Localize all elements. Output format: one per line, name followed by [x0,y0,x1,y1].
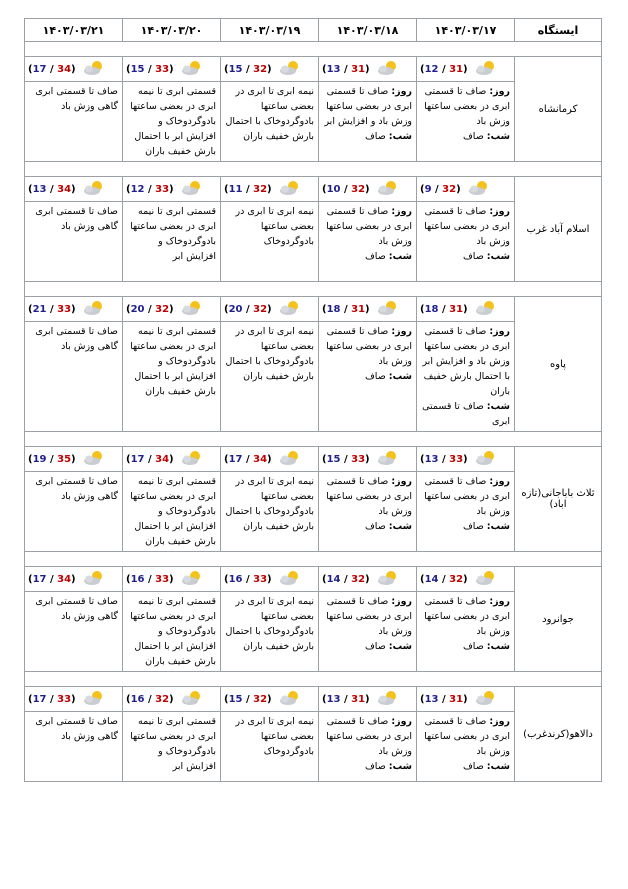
night-forecast: صاف [462,131,484,142]
temp-cell [25,297,123,322]
forecast-table [24,18,602,782]
day-forecast: صاف تا قسمتی ابری در بعضی ساعتها وزش باد [326,326,412,367]
partly-cloudy-icon [82,60,106,79]
partly-cloudy-icon [376,450,400,469]
partly-cloudy-icon [82,450,106,466]
station-header: ایستگاه [515,19,602,42]
forecast-text [417,472,515,552]
temp-range: (20 / 32) [224,303,272,315]
temp-cell [319,57,417,82]
min-temp: 13 [326,693,341,705]
night-label: شب: [486,401,510,412]
partly-cloudy-icon [467,180,491,196]
forecast-text [319,82,417,162]
day-forecast: صاف تا قسمتی ابری در بعضی ساعتها وزش باد [326,476,412,517]
max-temp: 33 [351,453,366,465]
temp-cell [417,57,515,82]
forecast-text [319,712,417,782]
min-temp: 17 [228,453,243,465]
partly-cloudy-icon [82,570,106,589]
max-temp: 33 [155,63,170,75]
temp-range: (15 / 33) [126,63,174,75]
row-spacer [25,672,602,687]
temp-range: (16 / 33) [126,573,174,585]
partly-cloudy-icon [82,570,106,586]
temp-range: (17 / 34) [28,63,76,75]
temp-range: (17 / 33) [28,693,76,705]
temp-range: (12 / 33) [126,183,174,195]
night-label: شب: [388,371,412,382]
forecast-text: صاف تا قسمتی ابری گاهی وزش باد [25,592,123,672]
forecast-text: صاف تا قسمتی ابری گاهی وزش باد [25,82,123,162]
temp-cell [417,567,515,592]
max-temp: 32 [253,183,268,195]
temp-cell [221,57,319,82]
temperature-row [25,57,602,82]
min-temp: 15 [130,63,145,75]
min-temp: 18 [424,303,439,315]
day-label: روز: [489,326,510,337]
day-label: روز: [391,86,412,97]
partly-cloudy-icon [180,300,204,319]
partly-cloudy-icon [474,450,498,469]
row-spacer [25,162,602,177]
night-label: شب: [388,251,412,262]
temp-cell [221,447,319,472]
temp-cell [25,447,123,472]
forecast-text [319,322,417,432]
max-temp: 34 [57,183,72,195]
min-temp: 13 [326,63,341,75]
night-forecast: صاف [364,761,386,772]
partly-cloudy-icon [82,690,106,709]
max-temp: 32 [351,183,366,195]
night-forecast: صاف [462,251,484,262]
temp-range: (17 / 34) [28,573,76,585]
day-label: روز: [391,596,412,607]
temp-range: (18 / 31) [420,303,468,315]
night-label: شب: [486,641,510,652]
forecast-text: قسمتی ابری تا نیمه ابری در بعضی ساعتها بادوگردوخاک و افزایش ابر [123,202,221,282]
temp-cell [417,177,515,202]
temp-cell [221,297,319,322]
min-temp: 15 [228,693,243,705]
night-label: شب: [486,131,510,142]
partly-cloudy-icon [474,300,498,319]
max-temp: 35 [57,453,72,465]
forecast-text [417,322,515,432]
partly-cloudy-icon [278,690,302,709]
min-temp: 15 [326,453,341,465]
partly-cloudy-icon [474,60,498,79]
temp-cell [25,687,123,712]
min-temp: 10 [326,183,341,195]
partly-cloudy-icon [376,180,400,199]
day-label: روز: [489,86,510,97]
forecast-text [417,712,515,782]
night-forecast: صاف تا قسمتی ابری [422,401,510,427]
row-spacer [25,432,602,447]
temp-range: (13 / 31) [420,693,468,705]
temperature-row [25,177,602,202]
partly-cloudy-icon [474,690,498,706]
max-temp: 33 [253,573,268,585]
max-temp: 32 [253,303,268,315]
temp-range: (13 / 31) [322,63,370,75]
partly-cloudy-icon [180,60,204,79]
max-temp: 32 [155,303,170,315]
temp-range: (15 / 32) [224,693,272,705]
temp-range: (15 / 33) [322,453,370,465]
partly-cloudy-icon [82,60,106,76]
forecast-text [417,592,515,672]
partly-cloudy-icon [376,690,400,706]
day-forecast: صاف تا قسمتی ابری در بعضی ساعتها وزش باد [424,86,510,127]
partly-cloudy-icon [278,450,302,469]
night-forecast: صاف [364,521,386,532]
temp-range: (13 / 33) [420,453,468,465]
max-temp: 32 [449,573,464,585]
night-forecast: صاف [462,761,484,772]
max-temp: 31 [449,303,464,315]
min-temp: 9 [424,183,432,195]
temp-range: (10 / 32) [322,183,370,195]
temp-range: (16 / 32) [126,693,174,705]
max-temp: 31 [351,303,366,315]
min-temp: 13 [32,183,47,195]
temp-range: (18 / 31) [322,303,370,315]
forecast-text: صاف تا قسمتی ابری گاهی وزش باد [25,472,123,552]
min-temp: 14 [326,573,341,585]
header-row [25,19,602,42]
temp-cell [221,177,319,202]
temp-cell [123,57,221,82]
partly-cloudy-icon [180,300,204,316]
partly-cloudy-icon [376,300,400,319]
forecast-text: صاف تا قسمتی ابری گاهی وزش باد [25,712,123,782]
night-label: شب: [388,761,412,772]
partly-cloudy-icon [278,570,302,586]
forecast-text: قسمتی ابری تا نیمه ابری در بعضی ساعتها بادوگردوخاک و افزایش ابر با احتمال بارش خفیف باران [123,322,221,432]
day-forecast: صاف تا قسمتی ابری در بعضی ساعتها وزش باد [424,596,510,637]
temp-range: (19 / 35) [28,453,76,465]
max-temp: 34 [253,453,268,465]
day-forecast: صاف تا قسمتی ابری در بعضی ساعتها وزش باد [326,206,412,247]
partly-cloudy-icon [82,180,106,199]
forecast-text: قسمتی ابری تا نیمه ابری در بعضی ساعتها بادوگردوخاک و افزایش ابر با احتمال بارش خفیف باران [123,472,221,552]
max-temp: 33 [57,303,72,315]
min-temp: 11 [228,183,243,195]
min-temp: 14 [424,573,439,585]
temp-range: (9 / 32) [420,183,461,195]
partly-cloudy-icon [180,570,204,589]
partly-cloudy-icon [376,180,400,196]
temp-range: (16 / 33) [224,573,272,585]
temp-cell [319,297,417,322]
partly-cloudy-icon [82,690,106,706]
partly-cloudy-icon [474,570,498,586]
partly-cloudy-icon [376,60,400,76]
min-temp: 13 [424,693,439,705]
forecast-text: صاف تا قسمتی ابری گاهی وزش باد [25,202,123,282]
day-label: روز: [489,716,510,727]
date-header: ۱۴۰۳/۰۳/۲۱ [25,19,123,42]
max-temp: 34 [57,63,72,75]
partly-cloudy-icon [82,300,106,319]
min-temp: 15 [228,63,243,75]
min-temp: 13 [424,453,439,465]
partly-cloudy-icon [82,300,106,316]
row-spacer [25,42,602,57]
min-temp: 21 [32,303,47,315]
partly-cloudy-icon [474,60,498,76]
partly-cloudy-icon [474,570,498,589]
day-label: روز: [489,206,510,217]
min-temp: 12 [130,183,145,195]
partly-cloudy-icon [376,570,400,589]
max-temp: 33 [449,453,464,465]
temp-cell [319,177,417,202]
temp-range: (13 / 31) [322,693,370,705]
temp-cell [123,177,221,202]
partly-cloudy-icon [474,300,498,316]
temp-range: (15 / 32) [224,63,272,75]
partly-cloudy-icon [180,690,204,709]
forecast-text: صاف تا قسمتی ابری گاهی وزش باد [25,322,123,432]
temp-cell [221,567,319,592]
day-forecast: صاف تا قسمتی ابری در بعضی ساعتها وزش باد [424,716,510,757]
temperature-row [25,567,602,592]
date-header: ۱۴۰۳/۰۳/۱۹ [221,19,319,42]
partly-cloudy-icon [180,690,204,706]
temp-range: (13 / 34) [28,183,76,195]
day-label: روز: [391,326,412,337]
partly-cloudy-icon [278,690,302,706]
min-temp: 17 [32,573,47,585]
date-header: ۱۴۰۳/۰۳/۱۷ [417,19,515,42]
temp-cell [123,297,221,322]
partly-cloudy-icon [278,570,302,589]
min-temp: 17 [32,693,47,705]
temp-cell [25,177,123,202]
date-header: ۱۴۰۳/۰۳/۲۰ [123,19,221,42]
partly-cloudy-icon [180,180,204,196]
max-temp: 32 [442,183,457,195]
night-label: شب: [486,251,510,262]
forecast-text [319,202,417,282]
partly-cloudy-icon [376,570,400,586]
day-label: روز: [391,716,412,727]
min-temp: 16 [130,693,145,705]
min-temp: 20 [228,303,243,315]
forecast-text: نیمه ابری تا ابری در بعضی ساعتها بادوگردوخاک با احتمال بارش خفیف باران [221,82,319,162]
night-forecast: صاف [462,641,484,652]
station-name: پاوه [515,297,602,432]
max-temp: 32 [155,693,170,705]
temp-cell [25,57,123,82]
night-label: شب: [388,521,412,532]
station-name: کرمانشاه [515,57,602,162]
partly-cloudy-icon [474,450,498,466]
min-temp: 16 [228,573,243,585]
forecast-text [417,202,515,282]
night-forecast: صاف [364,251,386,262]
partly-cloudy-icon [376,60,400,79]
night-label: شب: [486,521,510,532]
partly-cloudy-icon [180,180,204,199]
partly-cloudy-icon [278,60,302,76]
temp-cell [417,687,515,712]
station-name: جوانرود [515,567,602,672]
partly-cloudy-icon [82,450,106,469]
temperature-row [25,297,602,322]
partly-cloudy-icon [180,450,204,469]
forecast-text: قسمتی ابری تا نیمه ابری در بعضی ساعتها بادوگردوخاک و افزایش ابر با احتمال بارش خفیف باران [123,592,221,672]
partly-cloudy-icon [180,60,204,76]
forecast-text: نیمه ابری تا ابری در بعضی ساعتها بادوگردوخاک با احتمال بارش خفیف باران [221,592,319,672]
forecast-body [25,19,602,782]
day-forecast: صاف تا قسمتی ابری در بعضی ساعتها وزش باد [424,206,510,247]
temp-range: (17 / 34) [224,453,272,465]
day-label: روز: [489,596,510,607]
temp-range: (14 / 32) [420,573,468,585]
min-temp: 18 [326,303,341,315]
temp-cell [221,687,319,712]
forecast-text: نیمه ابری تا ابری در بعضی ساعتها بادوگردوخاک با احتمال بارش خفیف باران [221,472,319,552]
max-temp: 31 [351,63,366,75]
temp-range: (12 / 31) [420,63,468,75]
partly-cloudy-icon [82,180,106,196]
partly-cloudy-icon [278,180,302,196]
forecast-text: نیمه ابری تا ابری در بعضی ساعتها بادوگردوخاک [221,202,319,282]
day-forecast: صاف تا قسمتی ابری در بعضی ساعتها وزش باد و افزایش ابر با احتمال بارش خفیف باران [422,326,510,397]
max-temp: 31 [351,693,366,705]
max-temp: 34 [57,573,72,585]
min-temp: 12 [424,63,439,75]
min-temp: 19 [32,453,47,465]
forecast-text [319,472,417,552]
date-header: ۱۴۰۳/۰۳/۱۸ [319,19,417,42]
station-name: اسلام آباد غرب [515,177,602,282]
partly-cloudy-icon [278,300,302,319]
max-temp: 33 [57,693,72,705]
partly-cloudy-icon [376,450,400,466]
partly-cloudy-icon [278,450,302,466]
min-temp: 20 [130,303,145,315]
station-name: ثلاث باباجانی(تازه اباد) [515,447,602,552]
night-label: شب: [388,131,412,142]
forecast-text: نیمه ابری تا ابری در بعضی ساعتها بادوگردوخاک با احتمال بارش خفیف باران [221,322,319,432]
partly-cloudy-icon [467,180,491,199]
night-label: شب: [486,761,510,772]
row-spacer [25,282,602,297]
temp-cell [417,447,515,472]
min-temp: 16 [130,573,145,585]
partly-cloudy-icon [180,570,204,586]
night-forecast: صاف [364,371,386,382]
station-name: دالاهو(کرندغرب) [515,687,602,782]
partly-cloudy-icon [278,180,302,199]
forecast-text: قسمتی ابری تا نیمه ابری در بعضی ساعتها بادوگردوخاک و افزایش ابر با احتمال بارش خفیف باران [123,82,221,162]
temp-cell [123,567,221,592]
partly-cloudy-icon [278,300,302,316]
min-temp: 17 [130,453,145,465]
day-forecast: صاف تا قسمتی ابری در بعضی ساعتها وزش باد [326,596,412,637]
day-forecast: صاف تا قسمتی ابری در بعضی ساعتها وزش باد [326,716,412,757]
temp-cell [319,447,417,472]
max-temp: 32 [253,693,268,705]
temp-cell [123,687,221,712]
temp-cell [417,297,515,322]
min-temp: 17 [32,63,47,75]
temp-range: (11 / 32) [224,183,272,195]
max-temp: 33 [155,183,170,195]
forecast-text: قسمتی ابری تا نیمه ابری در بعضی ساعتها بادوگردوخاک و افزایش ابر [123,712,221,782]
temp-cell [123,447,221,472]
max-temp: 31 [449,63,464,75]
max-temp: 33 [155,573,170,585]
night-forecast: صاف [462,521,484,532]
forecast-text: نیمه ابری تا ابری در بعضی ساعتها بادوگردوخاک [221,712,319,782]
day-forecast: صاف تا قسمتی ابری در بعضی ساعتها وزش باد و افزایش ابر [324,86,412,127]
night-label: شب: [388,641,412,652]
partly-cloudy-icon [474,690,498,709]
day-forecast: صاف تا قسمتی ابری در بعضی ساعتها وزش باد [424,476,510,517]
forecast-text [417,82,515,162]
partly-cloudy-icon [180,450,204,466]
temp-cell [25,567,123,592]
max-temp: 31 [449,693,464,705]
max-temp: 32 [253,63,268,75]
temperature-row [25,687,602,712]
temp-cell [319,687,417,712]
max-temp: 34 [155,453,170,465]
row-spacer [25,552,602,567]
day-label: روز: [391,206,412,217]
partly-cloudy-icon [376,690,400,709]
temp-range: (14 / 32) [322,573,370,585]
partly-cloudy-icon [376,300,400,316]
temperature-row [25,447,602,472]
temp-range: (20 / 32) [126,303,174,315]
partly-cloudy-icon [278,60,302,79]
temp-cell [319,567,417,592]
day-label: روز: [489,476,510,487]
temp-range: (21 / 33) [28,303,76,315]
night-forecast: صاف [364,641,386,652]
night-forecast: صاف [364,131,386,142]
temp-range: (17 / 34) [126,453,174,465]
forecast-text [319,592,417,672]
max-temp: 32 [351,573,366,585]
day-label: روز: [391,476,412,487]
